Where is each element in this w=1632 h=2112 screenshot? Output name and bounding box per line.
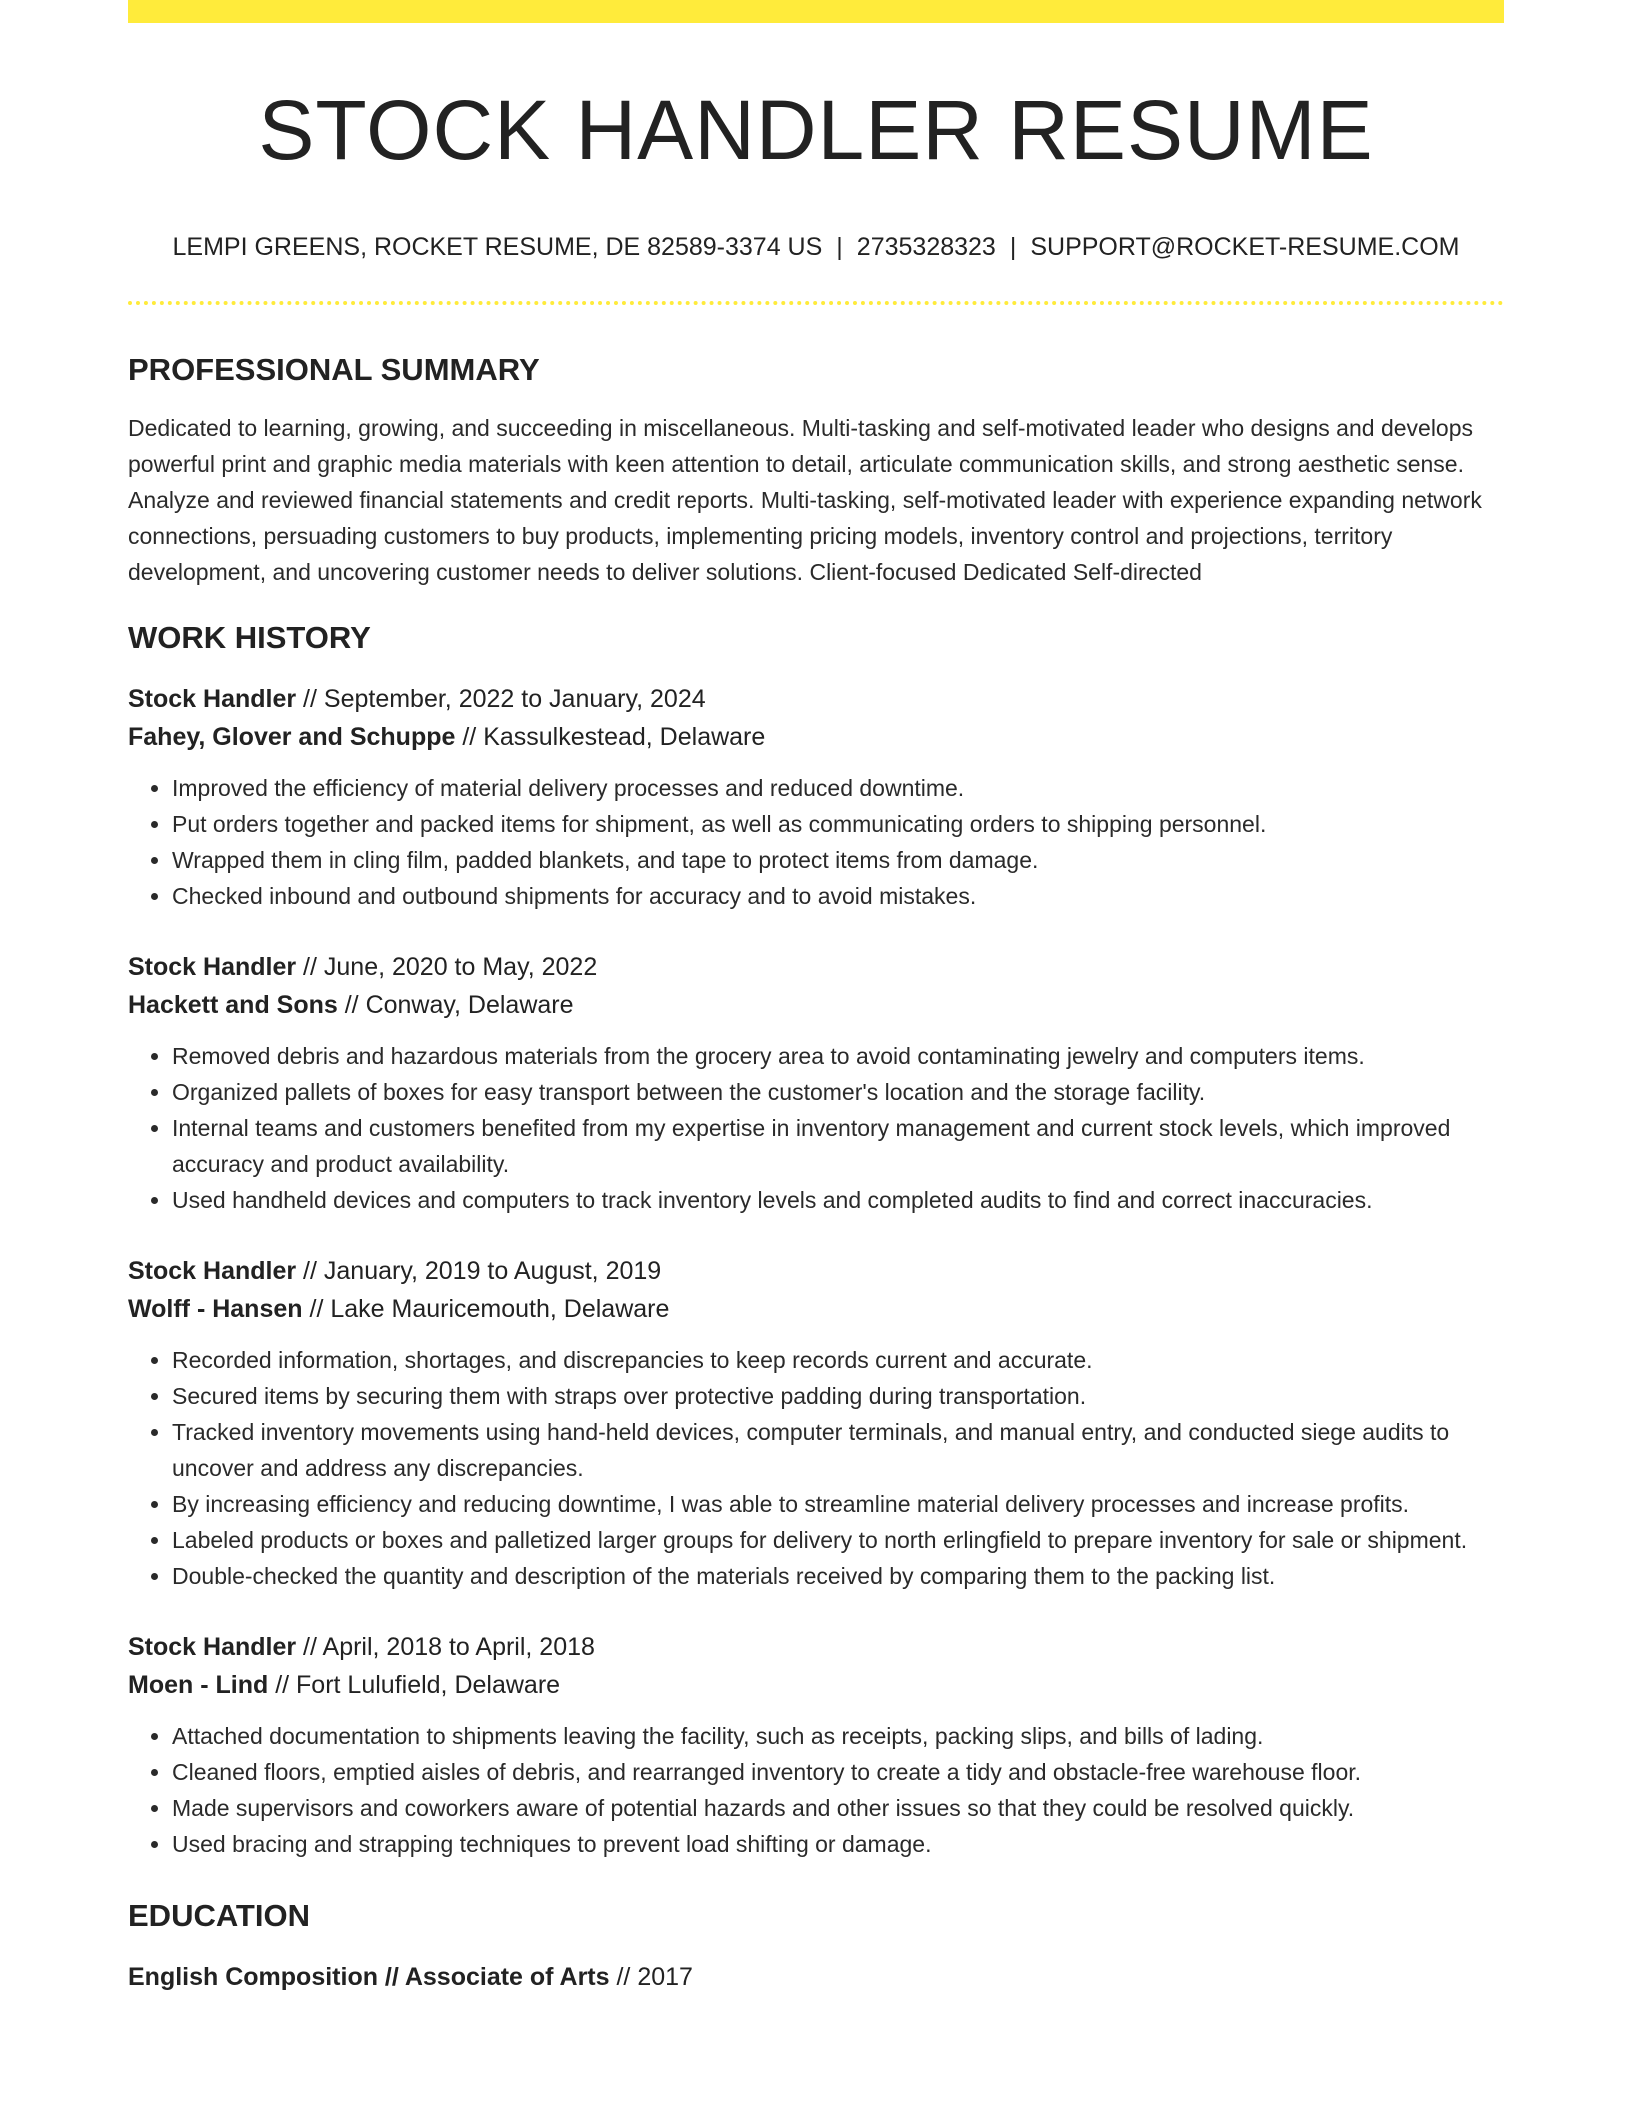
job-entry [128, 1628, 1504, 1862]
job-location: // Conway, Delaware [337, 991, 574, 1019]
job-bullet: • By increasing efficiency and reducing downtime, I was able to streamline material delivery processes and increase profits. [172, 1486, 1504, 1522]
job-bullet: • Secured items by securing them with straps over protective padding during transportation. [172, 1378, 1504, 1414]
contact-email: SUPPORT@ROCKET-RESUME.COM [1030, 233, 1460, 261]
education-heading: EDUCATION [128, 1898, 310, 1933]
job-title-line [128, 680, 1504, 718]
job-bullet: • Checked inbound and outbound shipments for accuracy and to avoid mistakes. [172, 878, 1504, 914]
job-bullet: • Internal teams and customers benefited from my expertise in inventory management and current stock levels, which improved accuracy and product availability. [172, 1110, 1504, 1182]
job-bullet: • Wrapped them in cling film, padded blankets, and tape to protect items from damage. [172, 842, 1504, 878]
job-dates: // September, 2022 to January, 2024 [296, 685, 706, 713]
job-company: Fahey, Glover and Schuppe [128, 723, 456, 751]
job-bullet: • Labeled products or boxes and palletized larger groups for delivery to north erlingfield to prepare inventory for sale or shipment. [172, 1522, 1504, 1558]
top-accent-bar [128, 0, 1504, 23]
contact-line [128, 230, 1504, 264]
job-bullet: • Improved the efficiency of material delivery processes and reduced downtime. [172, 770, 1504, 806]
job-location: // Kassulkestead, Delaware [455, 723, 766, 751]
job-dates: // June, 2020 to May, 2022 [296, 953, 598, 981]
job-bullet: • Put orders together and packed items for shipment, as well as communicating orders to shipping personnel. [172, 806, 1504, 842]
job-dates: // April, 2018 to April, 2018 [296, 1633, 595, 1661]
contact-separator: | [836, 233, 843, 261]
job-bullet: • Attached documentation to shipments leaving the facility, such as receipts, packing slips, and bills of lading. [172, 1718, 1504, 1754]
job-bullet: • Removed debris and hazardous materials from the grocery area to avoid contaminating jewelry and computers items. [172, 1038, 1504, 1074]
resume-title: STOCK HANDLER RESUME [258, 83, 1374, 177]
job-bullet: • Used bracing and strapping techniques to prevent load shifting or damage. [172, 1826, 1504, 1862]
summary-text: Dedicated to learning, growing, and succeeding in miscellaneous. Multi-tasking and self-motivated leader who designs and develops powerful print and graphic media materials with keen attention to detail, articulate communication skills, and strong aesthetic sense. Analyze and reviewed financial statements and credit reports. Multi-tasking, self-motivated leader with experience expanding network connections, persuading customers to buy products, implementing pricing models, inventory control and projections, territory development, and uncovering customer needs to deliver solutions. Client-focused Dedicated Self-directed [128, 415, 1482, 585]
resume-page [128, 0, 1504, 2112]
job-bullet: • Double-checked the quantity and description of the materials received by comparing them to the packing list. [172, 1558, 1504, 1594]
job-bullets [128, 1342, 1504, 1594]
summary-heading: PROFESSIONAL SUMMARY [128, 352, 540, 387]
job-title: Stock Handler [128, 685, 297, 713]
job-bullets [128, 1038, 1504, 1218]
job-bullet: • Used handheld devices and computers to track inventory levels and completed audits to find and correct inaccuracies. [172, 1182, 1504, 1218]
job-bullet: • Organized pallets of boxes for easy transport between the customer's location and the storage facility. [172, 1074, 1504, 1110]
job-company-line [128, 1290, 1504, 1328]
job-bullet: • Tracked inventory movements using hand-held devices, computer terminals, and manual entry, and conducted siege audits to uncover and address any discrepancies. [172, 1414, 1504, 1486]
education-entry [128, 1958, 1504, 1996]
job-title-line [128, 1628, 1504, 1666]
job-entry [128, 948, 1504, 1218]
education-degree: English Composition // Associate of Arts [128, 1963, 610, 1991]
job-location: // Lake Mauricemouth, Delaware [302, 1295, 670, 1323]
work-history-heading: WORK HISTORY [128, 620, 371, 655]
job-bullet: • Recorded information, shortages, and discrepancies to keep records current and accurate. [172, 1342, 1504, 1378]
job-bullets [128, 1718, 1504, 1862]
job-bullets [128, 770, 1504, 914]
job-company-line [128, 718, 1504, 756]
job-location: // Fort Lulufield, Delaware [268, 1671, 561, 1699]
job-company-line [128, 986, 1504, 1024]
job-title-line [128, 948, 1504, 986]
job-entry [128, 680, 1504, 914]
dotted-divider [128, 301, 1504, 305]
job-dates: // January, 2019 to August, 2019 [296, 1257, 662, 1285]
contact-address: LEMPI GREENS, ROCKET RESUME, DE 82589-3374 US [172, 233, 823, 261]
job-title: Stock Handler [128, 1633, 297, 1661]
job-company: Moen - Lind [128, 1671, 269, 1699]
job-company: Wolff - Hansen [128, 1295, 303, 1323]
job-entry [128, 1252, 1504, 1594]
job-title: Stock Handler [128, 953, 297, 981]
education-year: // 2017 [609, 1963, 693, 1991]
job-company-line [128, 1666, 1504, 1704]
contact-separator: | [1009, 233, 1017, 261]
job-title-line [128, 1252, 1504, 1290]
job-title: Stock Handler [128, 1257, 297, 1285]
job-bullet: • Made supervisors and coworkers aware of potential hazards and other issues so that they could be resolved quickly. [172, 1790, 1504, 1826]
job-bullet: • Cleaned floors, emptied aisles of debris, and rearranged inventory to create a tidy and obstacle-free warehouse floor. [172, 1754, 1504, 1790]
job-company: Hackett and Sons [128, 991, 338, 1019]
contact-phone: 2735328323 [856, 233, 996, 261]
